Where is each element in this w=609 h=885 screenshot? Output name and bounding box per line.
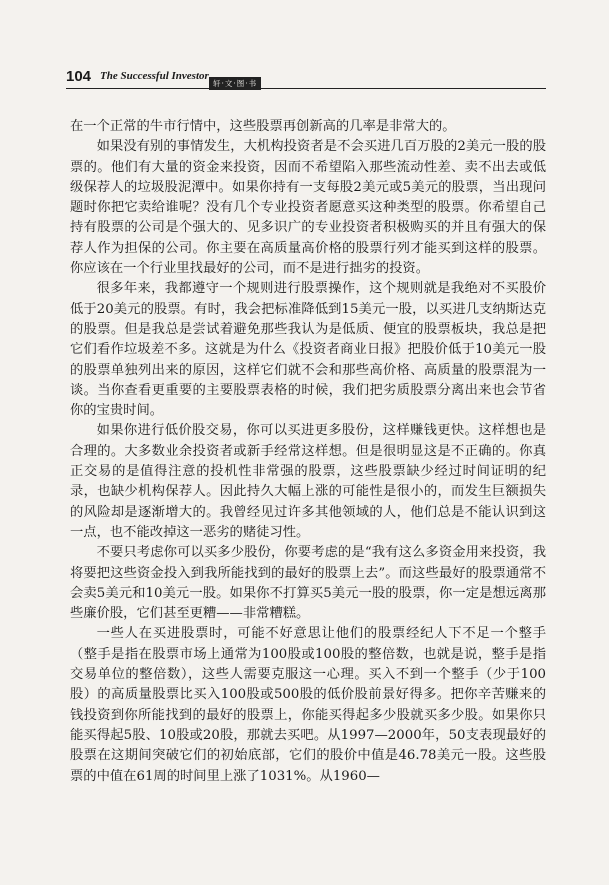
series-badge: 轩·文·图·书 bbox=[209, 77, 261, 90]
paragraph: 不要只考虑你可以买多少股份，你要考虑的是“我有这么多资金用来投资，我将要把这些资金投入到我所能找到的最好的股票上去”。而这些最好的股票通常不会卖5美元和10美元一股。如果你不打算买5美元一股的股票，你一定是想远离那些廉价股，它们甚至更糟——非常糟糕。 bbox=[70, 545, 546, 622]
paragraph: 很多年来，我都遵守一个规则进行股票操作，这个规则就是我绝对不买股价低于20美元的股票。有时，我会把标准降低到15美元一股，以买进几支纳斯达克的股票。但是我总是尝试着避免那些我认为是低质、便宜的股票板块，我总是把它们看作垃圾差不多。这就是为什么《投资者商业日报》把股价低于10美元一股的股票单独列出来的原因，这样它们就不会和那些高价格、高质量的股票混为一谈。当你查看更重要的主要股票表格的时候，我们把劣质股票分离出来也会节省你的宝贵时间。 bbox=[70, 281, 546, 419]
header-rule bbox=[66, 88, 546, 89]
running-header bbox=[66, 64, 546, 90]
paragraph: 如果你进行低价股交易，你可以买进更多股份，这样赚钱更快。这样想也是合理的。大多数业余投资者或新手经常这样想。但是很明显这是不正确的。你真正交易的是值得注意的投机性非常强的股票，这些股票缺少经过时间证明的纪录，也缺少机构保荐人。因此持久大幅上涨的可能性是很小的，而发生巨额损失的风险却是逐渐增大的。我曾经见过许多其他领域的人，他们总是不能认识到这一点，也不能改掉这一恶劣的赌徒习性。 bbox=[70, 423, 546, 540]
body-text bbox=[70, 117, 546, 787]
paragraph: 一些人在买进股票时，可能不好意思让他们的股票经纪人下不足一个整手（整手是指在股票市场上通常为100股或100股的整倍数，也就是说，整手是指交易单位的整倍数），这些人需要克服这一心理。买入不到一个整手（少于100股）的高质量股票比买入100股或500股的低价股前景好得多。把你辛苦赚来的钱投资到你所能找到的最好的股票上，你能买得起多少股就买多少股。如果你只能买得起5股、10股或20股，那就去买吧。从1997—2000年，50支表现最好的股票在这期间突破它们的初始底部，它们的股价中值是46.78美元一股。这些股票的中值在61周的时间里上涨了1031%。从1960— bbox=[70, 626, 546, 784]
paragraph: 如果没有别的事情发生，大机构投资者是不会买进几百万股的2美元一股的股票的。他们有大量的资金来投资，因而不希望陷入那些流动性差、卖不出去或低级保荐人的垃圾股泥潭中。如果你持有一支每股2美元或5美元的股票，当出现问题时你把它卖给谁呢？没有几个专业投资者愿意买这种类型的股票。你希望自己持有股票的公司是个强大的、见多识广的专业投资者积极购买的并且有强大的保荐人作为担保的公司。你主要在高质量高价格的股票行列才能买到这样的股票。你应该在一个行业里找最好的公司，而不是进行拙劣的投资。 bbox=[70, 139, 546, 277]
page-number: 104 bbox=[66, 68, 92, 85]
book-title: The Successful Investor bbox=[100, 70, 209, 82]
paragraph-continuation: 在一个正常的牛市行情中，这些股票再创新高的几率是非常大的。 bbox=[70, 119, 456, 134]
